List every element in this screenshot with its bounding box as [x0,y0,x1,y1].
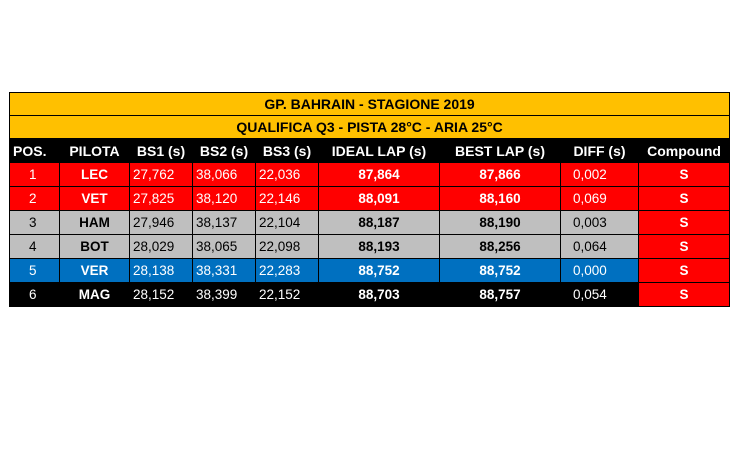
column-header-bs1: BS1 (s) [130,139,193,163]
cell-bs3: 22,146 [256,187,319,211]
column-header-row [10,139,730,163]
cell-best-lap: 88,752 [440,259,561,283]
cell-bs3: 22,036 [256,163,319,187]
column-header-bs3: BS3 (s) [256,139,319,163]
table-row [10,211,730,235]
qualifying-table [9,92,730,307]
cell-ideal-lap: 88,703 [319,283,440,307]
cell-compound: S [639,235,730,259]
cell-best-lap: 88,757 [440,283,561,307]
cell-pos: 4 [10,235,60,259]
cell-bs1: 27,946 [130,211,193,235]
cell-bs1: 28,138 [130,259,193,283]
cell-diff: 0,000 [561,259,639,283]
cell-ideal-lap: 88,091 [319,187,440,211]
cell-pos: 2 [10,187,60,211]
cell-diff: 0,054 [561,283,639,307]
cell-pilot: MAG [60,283,130,307]
cell-bs2: 38,066 [193,163,256,187]
cell-pilot: BOT [60,235,130,259]
column-header-bs2: BS2 (s) [193,139,256,163]
cell-pos: 6 [10,283,60,307]
cell-ideal-lap: 87,864 [319,163,440,187]
cell-bs3: 22,104 [256,211,319,235]
cell-diff: 0,064 [561,235,639,259]
cell-best-lap: 88,256 [440,235,561,259]
cell-ideal-lap: 88,187 [319,211,440,235]
cell-pos: 1 [10,163,60,187]
cell-pilot: VET [60,187,130,211]
cell-bs3: 22,098 [256,235,319,259]
column-header-ideal-lap: IDEAL LAP (s) [319,139,440,163]
cell-pos: 3 [10,211,60,235]
cell-best-lap: 87,866 [440,163,561,187]
table-row [10,187,730,211]
column-header-pilot: PILOTA [60,139,130,163]
cell-compound: S [639,211,730,235]
cell-compound: S [639,259,730,283]
cell-bs2: 38,120 [193,187,256,211]
cell-pilot: HAM [60,211,130,235]
cell-bs1: 27,825 [130,187,193,211]
table-row [10,259,730,283]
cell-pos: 5 [10,259,60,283]
cell-diff: 0,069 [561,187,639,211]
cell-ideal-lap: 88,193 [319,235,440,259]
cell-bs3: 22,283 [256,259,319,283]
cell-ideal-lap: 88,752 [319,259,440,283]
cell-best-lap: 88,160 [440,187,561,211]
table-row [10,163,730,187]
table-row [10,283,730,307]
cell-bs2: 38,065 [193,235,256,259]
cell-compound: S [639,163,730,187]
cell-pilot: VER [60,259,130,283]
column-header-compound: Compound [639,139,730,163]
qualifying-table-container [9,92,729,307]
column-header-best-lap: BEST LAP (s) [440,139,561,163]
cell-bs1: 28,152 [130,283,193,307]
cell-diff: 0,003 [561,211,639,235]
table-row [10,235,730,259]
cell-bs3: 22,152 [256,283,319,307]
table-subtitle: QUALIFICA Q3 - PISTA 28°C - ARIA 25°C [10,116,730,139]
column-header-pos: POS. [10,139,60,163]
cell-bs2: 38,137 [193,211,256,235]
cell-compound: S [639,187,730,211]
cell-best-lap: 88,190 [440,211,561,235]
cell-bs2: 38,399 [193,283,256,307]
cell-pilot: LEC [60,163,130,187]
column-header-diff: DIFF (s) [561,139,639,163]
cell-bs1: 27,762 [130,163,193,187]
cell-diff: 0,002 [561,163,639,187]
table-title: GP. BAHRAIN - STAGIONE 2019 [10,93,730,116]
cell-bs1: 28,029 [130,235,193,259]
cell-compound: S [639,283,730,307]
cell-bs2: 38,331 [193,259,256,283]
